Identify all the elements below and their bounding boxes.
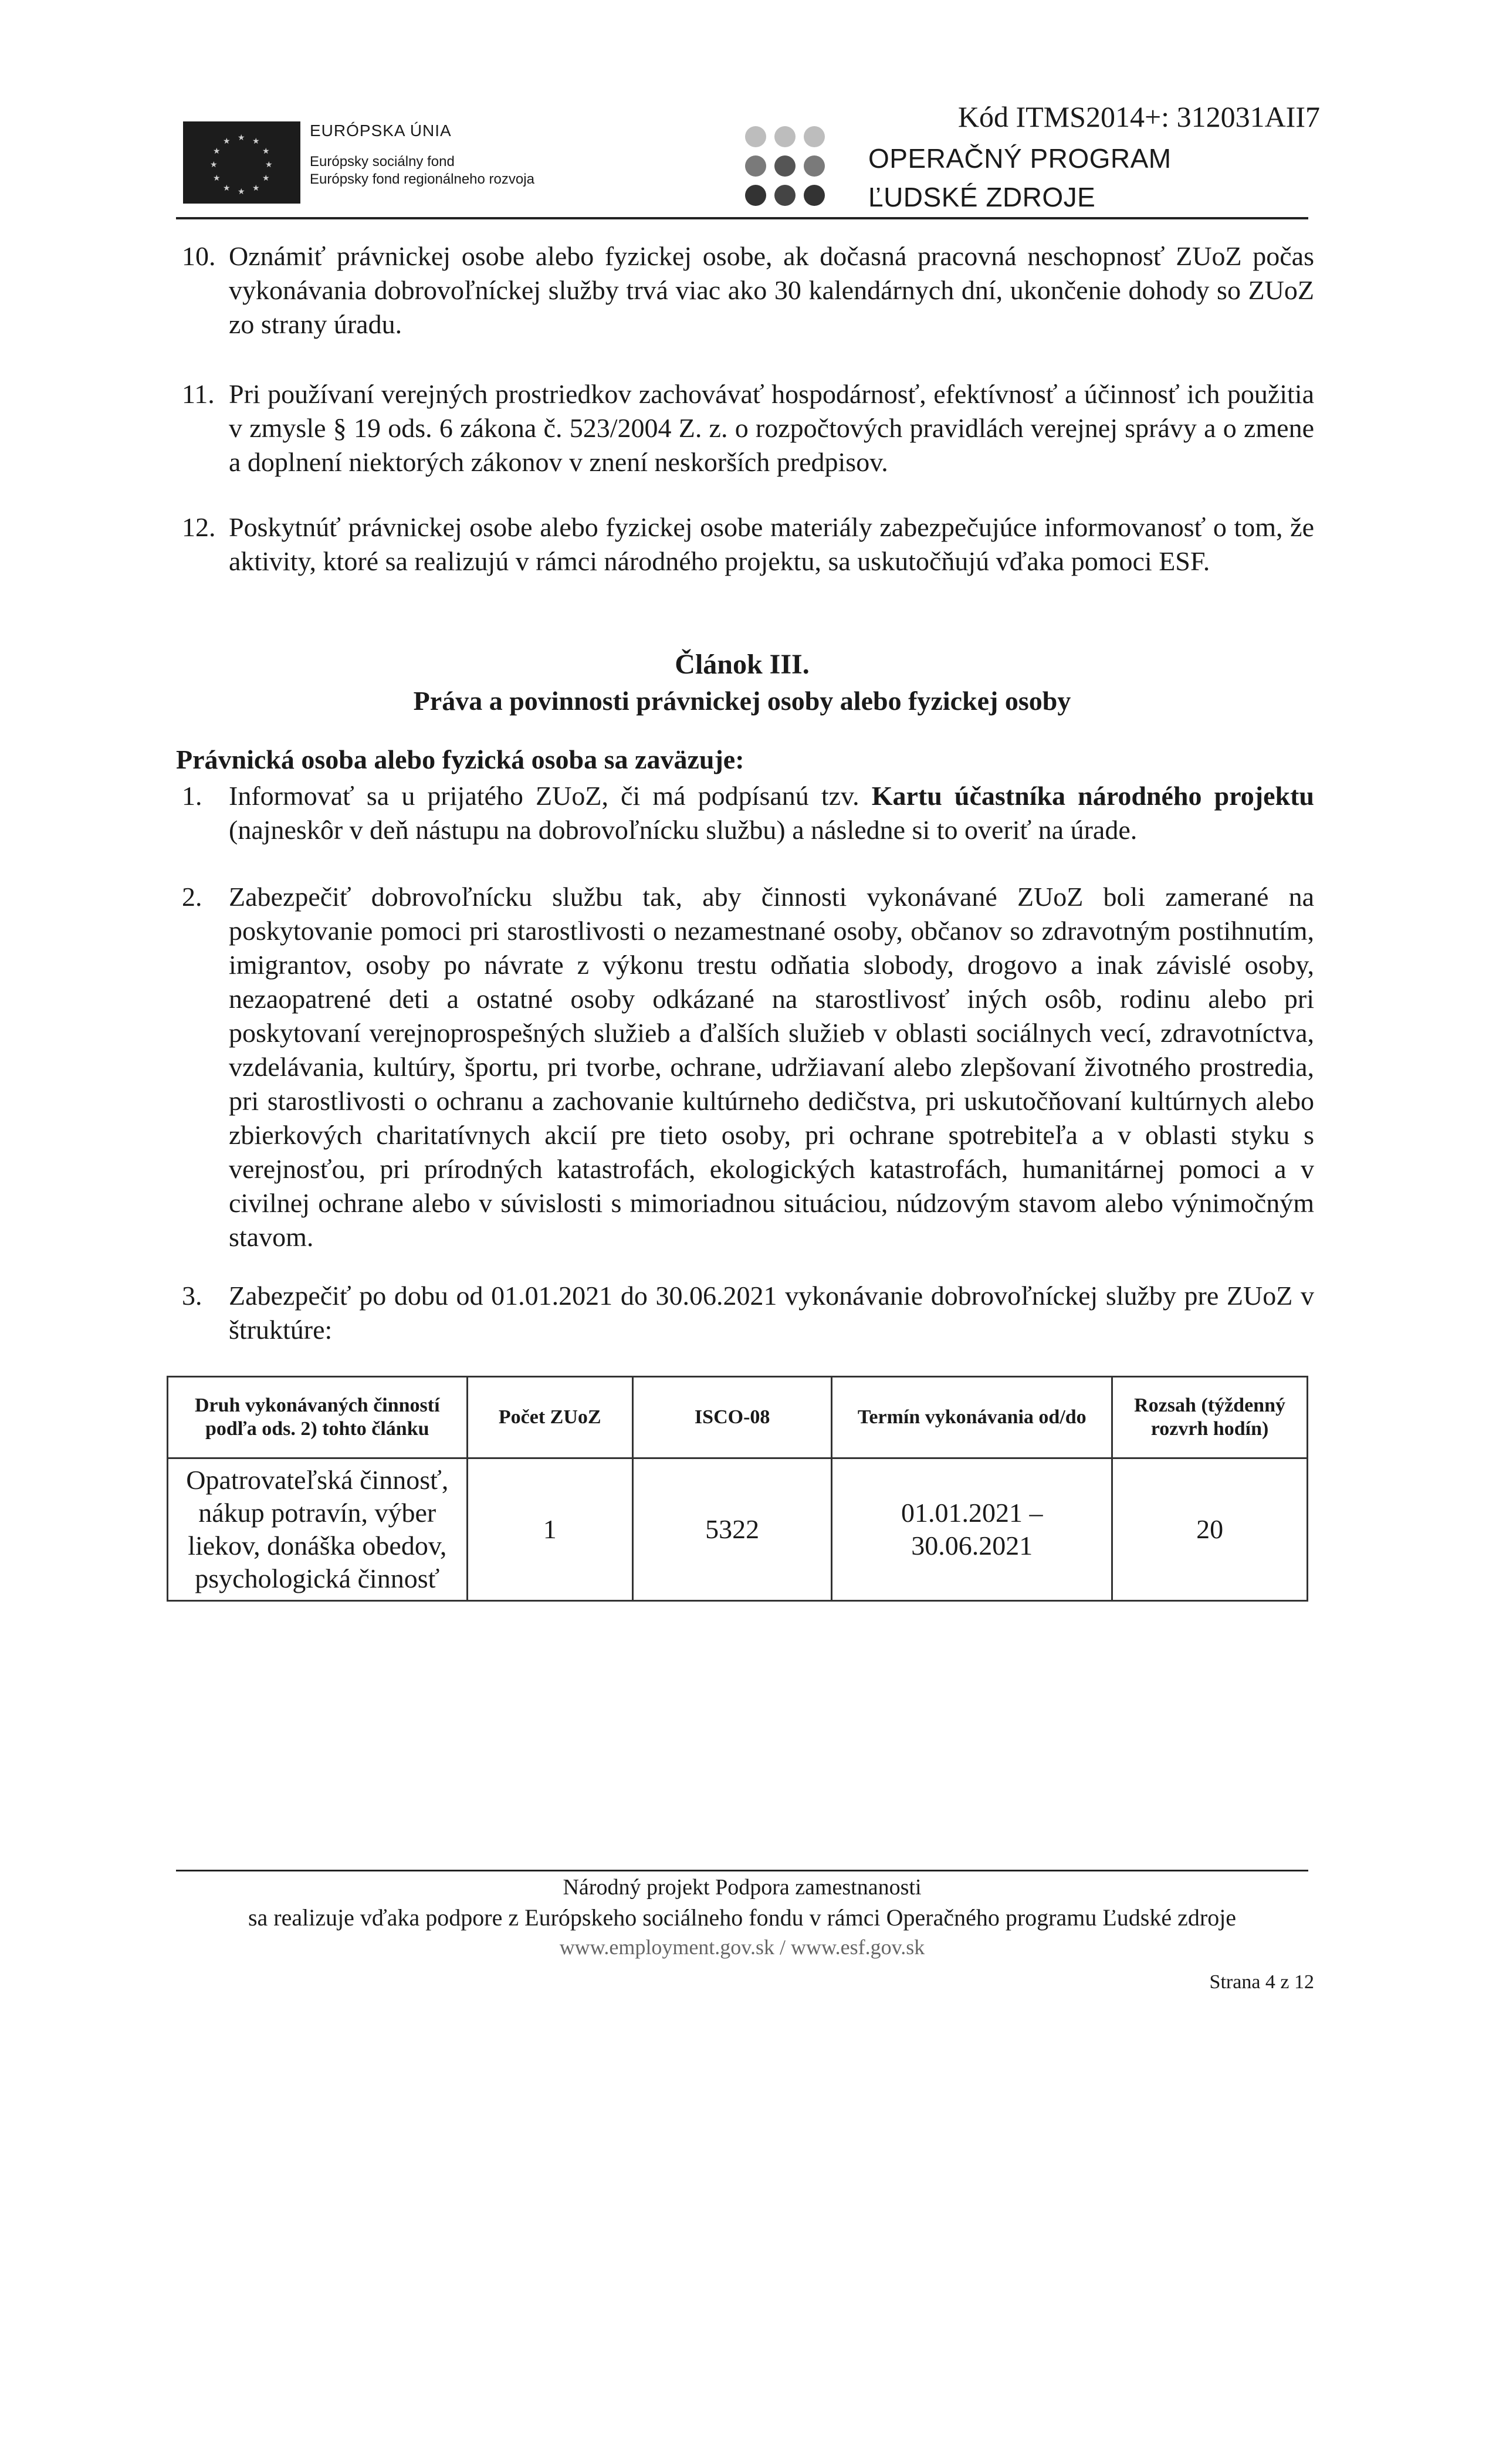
item-3-text: Zabezpečiť po dobu od 01.01.2021 do 30.06.2021 vykonávanie dobrovoľníckej služby pre ZUoZ v štruktúre:	[229, 1281, 1314, 1345]
item-10-number: 10.	[182, 241, 216, 271]
footer-divider	[176, 1870, 1308, 1871]
svg-text:★: ★	[223, 137, 231, 146]
cell-isco: 5322	[632, 1458, 831, 1601]
svg-text:★: ★	[252, 184, 260, 193]
item-1-post: (najneskôr v deň nástupu na dobrovoľnícku službu) a následne si to overiť na úrade.	[229, 815, 1138, 845]
svg-text:★: ★	[213, 174, 221, 183]
article-subtitle: Práva a povinnosti právnickej osoby alebo fyzickej osoby	[413, 686, 1071, 716]
program-line-1: OPERAČNÝ PROGRAM	[868, 143, 1172, 174]
item-1-body	[229, 779, 1314, 847]
table-row	[168, 1458, 1308, 1601]
item-2-text: Zabezpečiť dobrovoľnícku službu tak, aby činnosti vykonávané ZUoZ boli zamerané na poskytovanie pomoci pri starostlivosti o nezamestnané osoby, občanov so zdravotným postihnutím, imigrantov, osoby po návrate z výkonu trestu odňatia slobody, drogovo a inak závislé osoby, nezaopatrené deti a ostatné osoby odkázané na starostlivosť iných osôb, rodinu alebo pri poskytovaní verejnoprospešných služieb a ďalších služieb v oblasti sociálnych vecí, zdravotníctva, vzdelávania, kultúry, športu, pri tvorbe, ochrane, udržiavaní alebo zlepšovaní životného prostredia, pri starostlivosti o ochranu a zachovanie kultúrneho dedičstva, pri uskutočňovaní kultúrnych alebo zbierkových charitatívnych akcií pre tieto osoby, pri ochrane spotrebiteľa a v oblasti styku s verejnosťou, pri prírodných katastrofách, ekologických katastrofách, humanitárnej pomoci a v civilnej ochrane alebo v súvislosti s mimoriadnou situáciou, núdzovým stavom alebo výnimočným stavom.	[229, 882, 1314, 1252]
svg-text:★: ★	[238, 187, 245, 197]
header-divider	[176, 217, 1308, 219]
col-header-isco: ISCO-08	[632, 1377, 831, 1458]
eu-fund-line-2: Európsky fond regionálneho rozvoja	[310, 171, 534, 187]
obligations-lead: Právnická osoba alebo fyzická osoba sa zaväzuje:	[176, 744, 744, 774]
item-1-number: 1.	[182, 781, 202, 811]
svg-text:★: ★	[265, 160, 273, 170]
eu-stars-icon	[183, 121, 300, 204]
item-2-number: 2.	[182, 882, 202, 912]
program-line-2: ĽUDSKÉ ZDROJE	[868, 182, 1096, 212]
op-dots-logo-icon	[745, 123, 833, 211]
eu-flag-logo	[183, 121, 300, 204]
program-name	[868, 139, 1172, 216]
svg-text:★: ★	[238, 133, 245, 143]
article-title: Článok III.	[675, 649, 810, 680]
cell-scope: 20	[1112, 1458, 1308, 1601]
footer-project-name: Národný projekt Podpora zamestnanosti	[563, 1875, 922, 1900]
col-header-scope: Rozsah (týždenný rozvrh hodín)	[1112, 1377, 1308, 1458]
eu-text-block	[310, 121, 615, 188]
svg-text:★: ★	[262, 147, 270, 156]
item-3-number: 3.	[182, 1281, 202, 1311]
svg-text:★: ★	[252, 137, 260, 146]
volunteer-service-table	[167, 1376, 1308, 1602]
item-1-pre: Informovať sa u prijatého ZUoZ, či má podpísanú tzv.	[229, 781, 872, 811]
svg-text:★: ★	[262, 174, 270, 183]
participant-card-term: Kartu účastníka národného projektu	[871, 781, 1314, 811]
eu-fund-line-1: Európsky sociálny fond	[310, 154, 455, 170]
table-header-row	[168, 1377, 1308, 1458]
item-11-text: Pri používaní verejných prostriedkov zachovávať hospodárnosť, efektívnosť a účinnosť ich použitia v zmysle § 19 ods. 6 zákona č. 523/2004 Z. z. o rozpočtových pravidlách verejnej správy a o zmene a doplnení niektorých zákonov v znení neskorších predpisov.	[229, 379, 1314, 477]
item-12-number: 12.	[182, 512, 216, 542]
item-11-number: 11.	[182, 379, 215, 409]
cell-count: 1	[467, 1458, 632, 1601]
cell-term: 01.01.2021 – 30.06.2021	[832, 1458, 1112, 1601]
item-10-text: Oznámiť právnickej osobe alebo fyzickej osobe, ak dočasná pracovná neschopnosť ZUoZ počas vykonávania dobrovoľníckej služby trvá viac ako 30 kalendárnych dní, ukončenie dohody so ZUoZ zo strany úradu.	[229, 241, 1314, 339]
footer-websites: www.employment.gov.sk / www.esf.gov.sk	[559, 1935, 925, 1959]
col-header-activities: Druh vykonávaných činností podľa ods. 2) tohto článku	[168, 1377, 468, 1458]
eu-title: EURÓPSKA ÚNIA	[310, 121, 452, 140]
col-header-term: Termín vykonávania od/do	[832, 1377, 1112, 1458]
footer-funding-note: sa realizuje vďaka podpore z Európskeho sociálneho fondu v rámci Operačného programu Ľudské zdroje	[248, 1904, 1237, 1931]
cell-activities: Opatrovateľská činnosť, nákup potravín, výber liekov, donáška obedov, psychologická činnosť	[168, 1458, 468, 1601]
svg-text:★: ★	[213, 147, 221, 156]
svg-text:★: ★	[210, 160, 218, 170]
itms-code: Kód ITMS2014+: 312031AII7	[957, 100, 1320, 133]
item-12-text: Poskytnúť právnickej osobe alebo fyzickej osobe materiály zabezpečujúce informovanosť o tom, že aktivity, ktoré sa realizujú v rámci národného projektu, sa uskutočňujú vďaka pomoci ESF.	[229, 512, 1314, 576]
col-header-count: Počet ZUoZ	[467, 1377, 632, 1458]
svg-text:★: ★	[223, 184, 231, 193]
page-number: Strana 4 z 12	[1209, 1971, 1314, 1993]
